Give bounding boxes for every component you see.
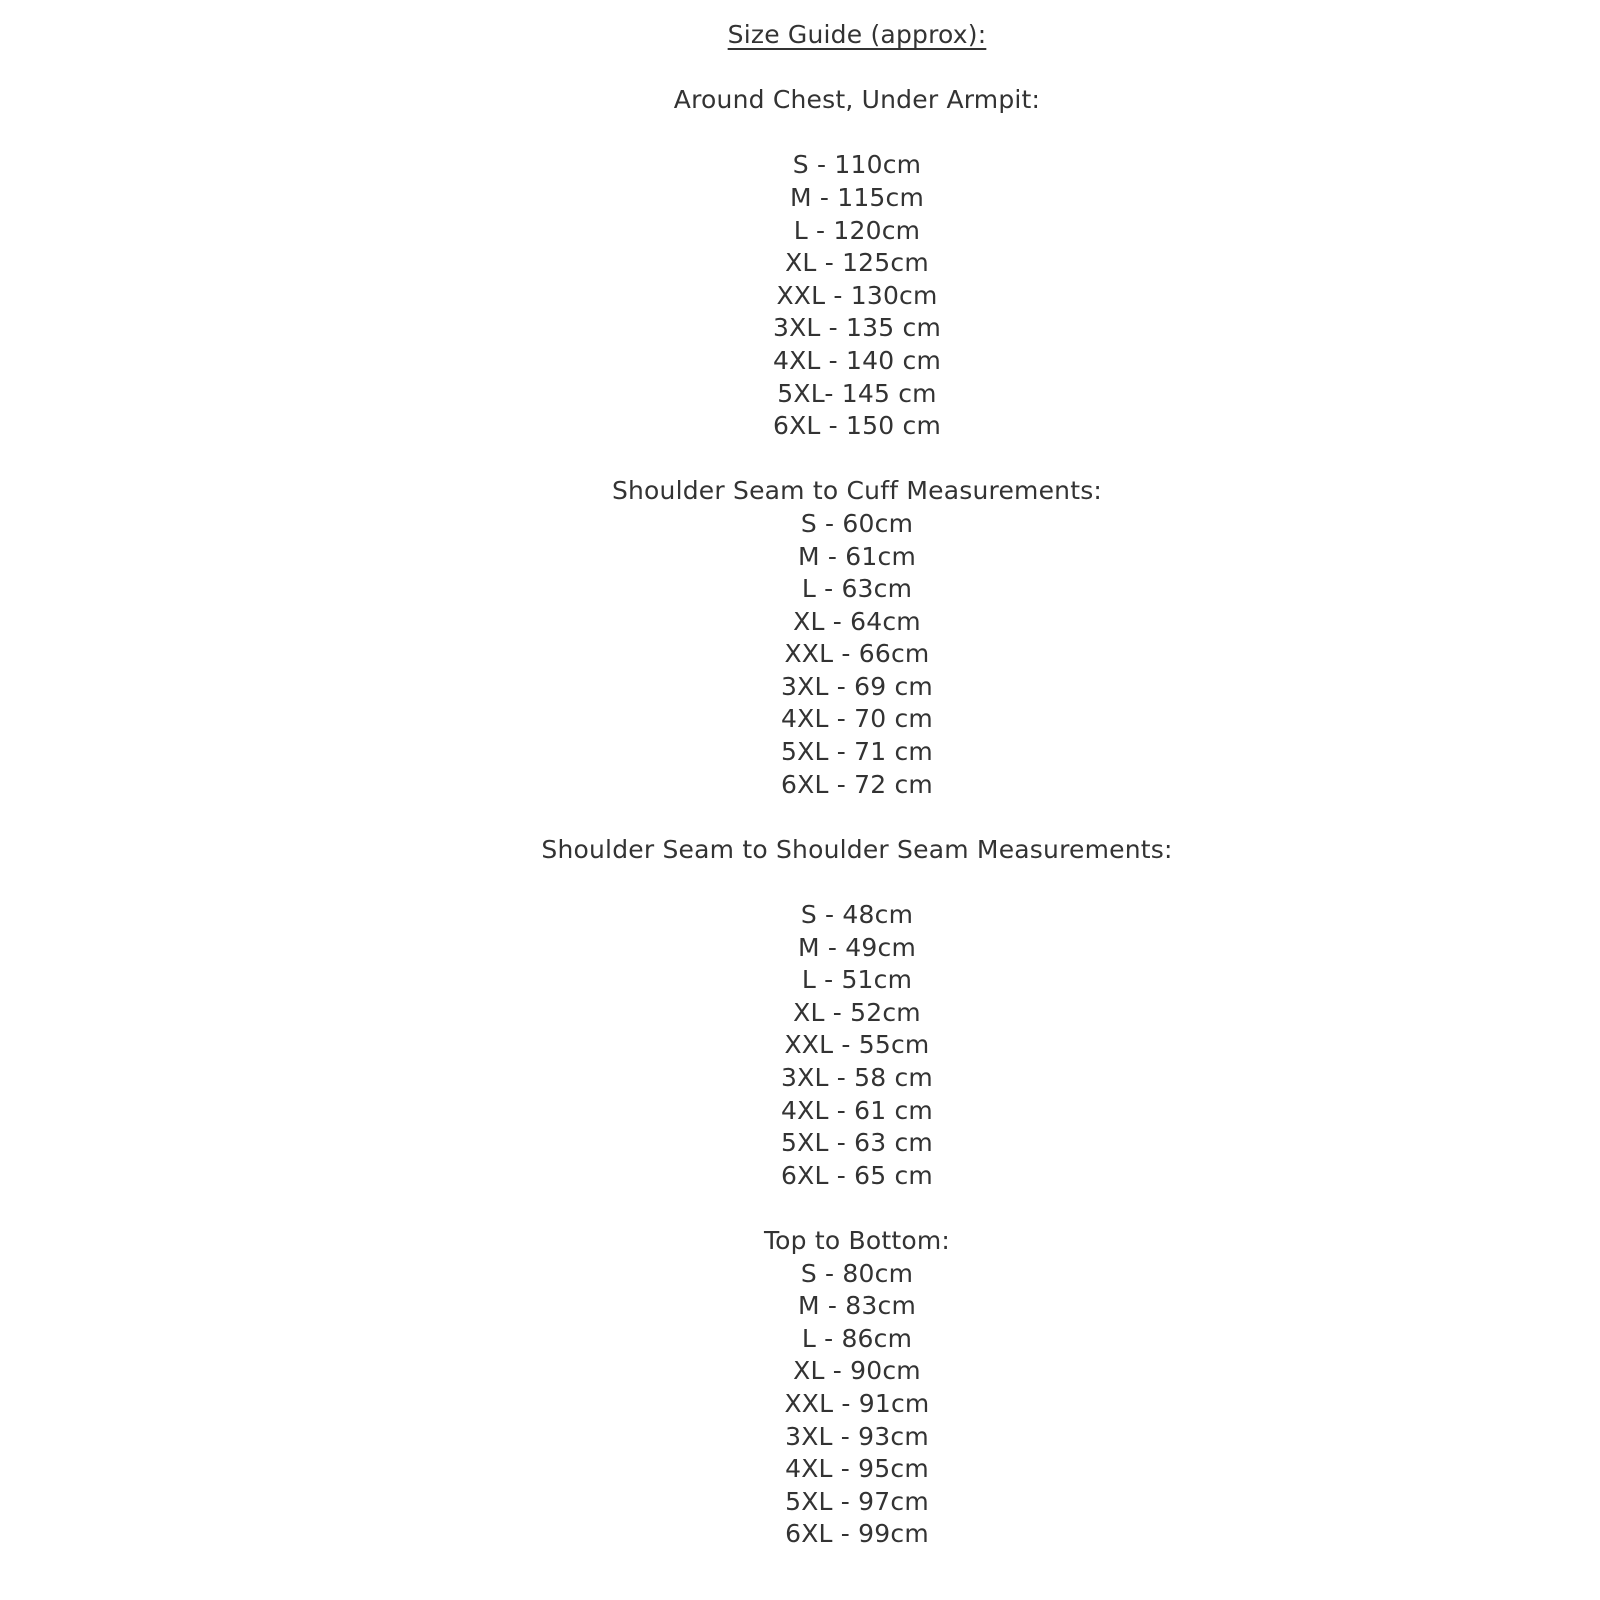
blank-line [114,801,1600,834]
size-row: L - 63cm [801,574,913,604]
page-title: Size Guide (approx): [727,20,987,49]
size-row: M - 49cm [798,932,916,962]
size-row: 3XL - 135 cm [772,313,942,343]
section-heading: Shoulder Seam to Shoulder Seam Measurements: [541,834,1173,864]
size-row: 4XL - 140 cm [772,345,942,375]
blank-line [114,1192,1600,1225]
size-row: XL - 64cm [793,606,921,636]
size-row: XXL - 91cm [784,1388,930,1418]
size-row: 5XL - 71 cm [781,737,933,767]
size-row: 5XL - 97cm [785,1486,929,1516]
size-row: XXL - 130cm [776,280,938,310]
size-row: L - 120cm [793,215,921,245]
size-row: XL - 52cm [793,997,921,1027]
size-row: M - 61cm [798,541,916,571]
blank-line [114,443,1600,476]
size-row: 4XL - 70 cm [781,704,933,734]
section-heading: Shoulder Seam to Cuff Measurements: [611,476,1103,506]
size-row: XXL - 66cm [784,639,930,669]
size-row: S - 80cm [800,1258,914,1288]
size-row: 4XL - 95cm [785,1454,929,1484]
section-heading: Top to Bottom: [763,1225,951,1255]
size-row: M - 83cm [798,1291,916,1321]
size-row: L - 51cm [801,965,913,995]
blank-line [114,52,1600,85]
size-row: 3XL - 58 cm [781,1063,933,1092]
size-row: XL - 90cm [793,1356,921,1386]
size-row: S - 60cm [800,508,914,538]
size-row: XL - 125cm [785,248,929,278]
size-row: 5XL- 145 cm [777,378,937,408]
size-row: S - 110cm [792,150,922,180]
size-guide-sections [114,52,1600,1551]
size-row: XXL - 55cm [784,1030,930,1060]
size-row: 6XL - 99cm [785,1519,929,1549]
size-row: S - 48cm [800,900,914,930]
size-row: 4XL - 61 cm [781,1095,933,1125]
size-row: 3XL - 93cm [785,1421,929,1451]
size-row: 5XL - 63 cm [781,1128,933,1158]
size-row: 6XL - 65 cm [781,1160,933,1190]
size-row: 6XL - 72 cm [781,769,933,799]
size-row: 3XL - 69 cm [781,671,933,701]
blank-line [114,117,1600,150]
blank-line [114,866,1600,899]
size-row: 6XL - 150 cm [772,411,942,441]
size-row: L - 86cm [801,1323,913,1353]
section-heading: Around Chest, Under Armpit: [673,85,1041,115]
size-row: M - 115cm [789,182,925,212]
